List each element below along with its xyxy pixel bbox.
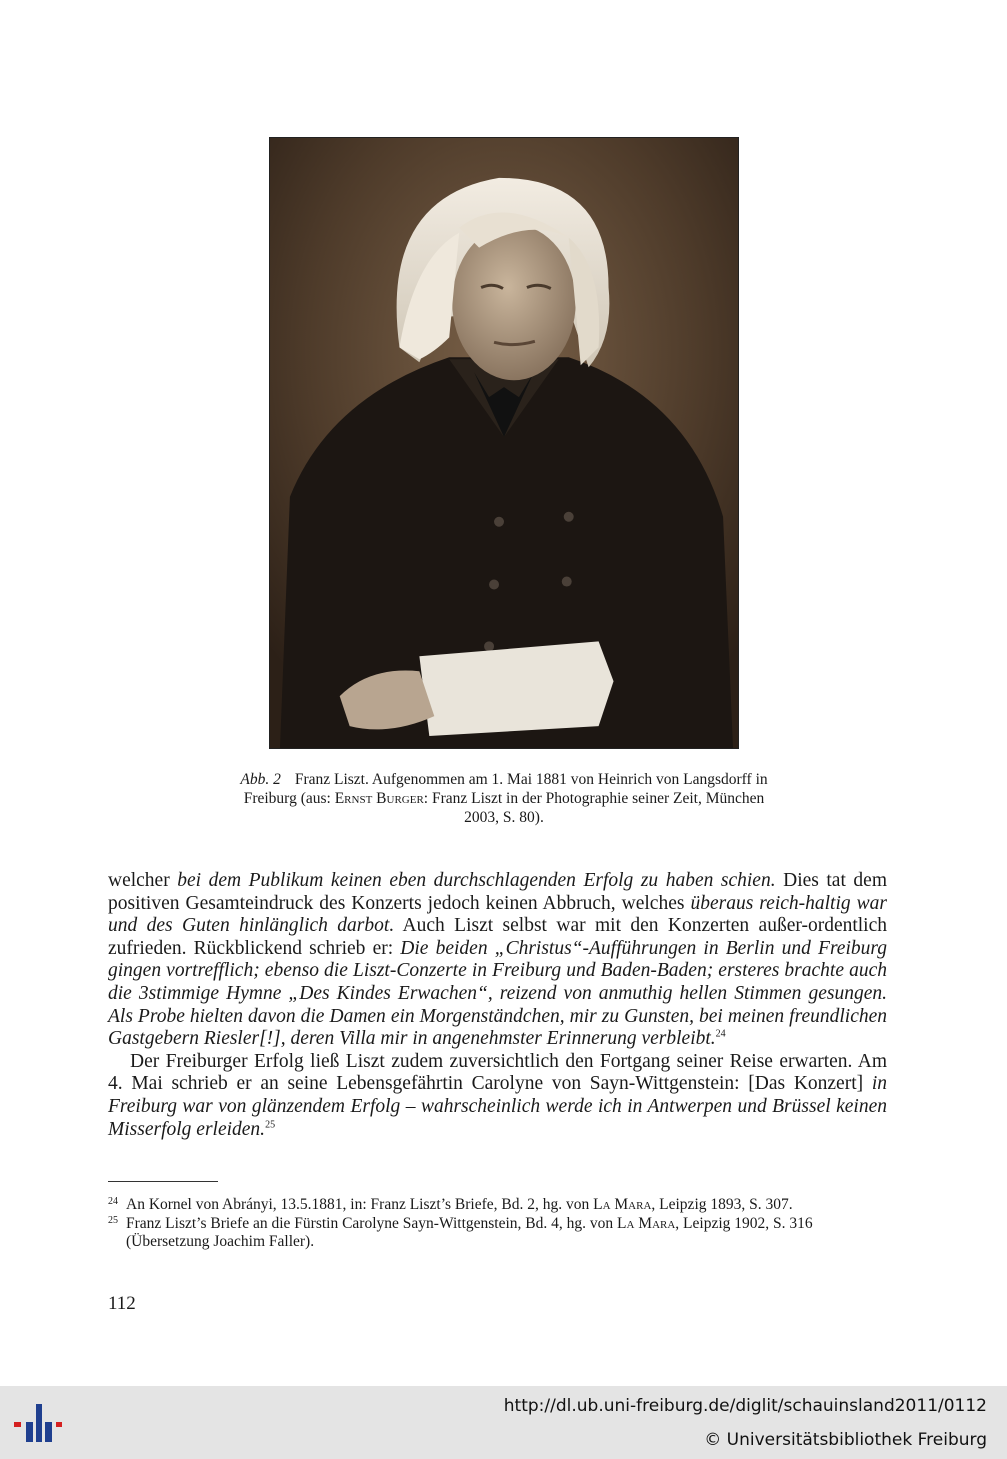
footnote-ref-24[interactable]: 24 bbox=[715, 1028, 726, 1040]
portrait-photo bbox=[269, 137, 739, 749]
footnote-25 bbox=[108, 1215, 887, 1252]
footnote-divider bbox=[108, 1181, 218, 1182]
library-footer-bar bbox=[0, 1386, 1007, 1459]
body-text bbox=[108, 870, 887, 1141]
caption-text-1: Franz Liszt. Aufgenommen am 1. Mai 1881 von Heinrich von Langsdorff in Freiburg (aus: bbox=[243, 771, 768, 807]
copyright-text: © Universitätsbibliothek Freiburg bbox=[704, 1430, 987, 1450]
ub-freiburg-logo-icon bbox=[12, 1398, 64, 1450]
footnote-text: An Kornel von Abrányi, 13.5.1881, in: Franz Liszt’s Briefe, Bd. 2, hg. von bbox=[126, 1196, 594, 1213]
caption-text-2: : Franz Liszt in der Photographie seiner Zeit, München 2003, S. 80). bbox=[423, 790, 765, 826]
paragraph-1 bbox=[108, 870, 887, 1051]
p1-text-3: Auch Liszt selbst war mit den Konzerten außer-ordentlich zufrieden. Rückblickend schrieb er: bbox=[108, 915, 888, 959]
p1-quote-3: Die beiden „Christus“-Aufführungen in Berlin und Freiburg gingen vortrefflich; ebenso die Liszt-Conzerte in Freiburg und Baden-Baden; ersteres brachte auch die 3stimmige Hymne „Des Kindes Erwachen“, reizend von anmuthig hellen Stimmen gesungen. Als Probe hielten davon die Damen ein Morgenständchen, mir zu Gunsten, bei meinen freundlichen Gastgebern Riesler[!], deren Villa mir in angenehmster Erinnerung verbleibt. bbox=[108, 937, 887, 1050]
page-number: 112 bbox=[108, 1293, 136, 1314]
footnote-author: La Mara bbox=[593, 1196, 652, 1213]
footnote-author: La Mara bbox=[617, 1214, 676, 1232]
caption-author: Ernst Burger bbox=[334, 790, 424, 807]
figure-caption bbox=[230, 770, 778, 827]
footnote-number: 25 bbox=[108, 1214, 118, 1226]
p1-quote-2: überaus reich-haltig war und des Guten hinlänglich darbot. bbox=[108, 892, 887, 937]
p1-quote-1: bei dem Publikum keinen eben durchschlagenden Erfolg zu haben schien. bbox=[177, 870, 776, 891]
document-url-link[interactable]: http://dl.ub.uni-freiburg.de/diglit/schauinsland2011/0112 bbox=[503, 1396, 987, 1416]
footnote-number: 24 bbox=[108, 1196, 118, 1207]
figure-label: Abb. 2 bbox=[240, 771, 281, 788]
paragraph-2 bbox=[108, 1051, 887, 1141]
footnote-text-end: , Leipzig 1902, S. 316 (Übersetzung Joachim Faller). bbox=[126, 1214, 813, 1250]
footnote-text-end: , Leipzig 1893, S. 307. bbox=[651, 1196, 793, 1213]
p1-text-1: welcher bbox=[108, 870, 178, 891]
footnote-text: Franz Liszt’s Briefe an die Fürstin Carolyne Sayn-Wittgenstein, Bd. 4, hg. von bbox=[126, 1214, 617, 1232]
p2-text-1: Der Freiburger Erfolg ließ Liszt zudem zuversichtlich den Fortgang seiner Reise erwarten. Am 4. Mai schrieb er an seine Lebensgefährtin Carolyne von Sayn-Wittgenstein: [Das Konzert] bbox=[108, 1050, 887, 1095]
p1-text-2: Dies tat dem positiven Gesamteindruck des Konzerts jedoch keinen Abbruch, welches bbox=[108, 870, 887, 914]
footnotes bbox=[108, 1196, 887, 1252]
footnote-ref-25[interactable]: 25 bbox=[265, 1119, 276, 1131]
portrait-illustration bbox=[270, 138, 738, 748]
footnote-24 bbox=[108, 1196, 887, 1215]
p2-quote-1: in Freiburg war von glänzendem Erfolg – wahrscheinlich werde ich in Antwerpen und Brüssel keinen Misserfolg erleiden. bbox=[108, 1073, 887, 1140]
